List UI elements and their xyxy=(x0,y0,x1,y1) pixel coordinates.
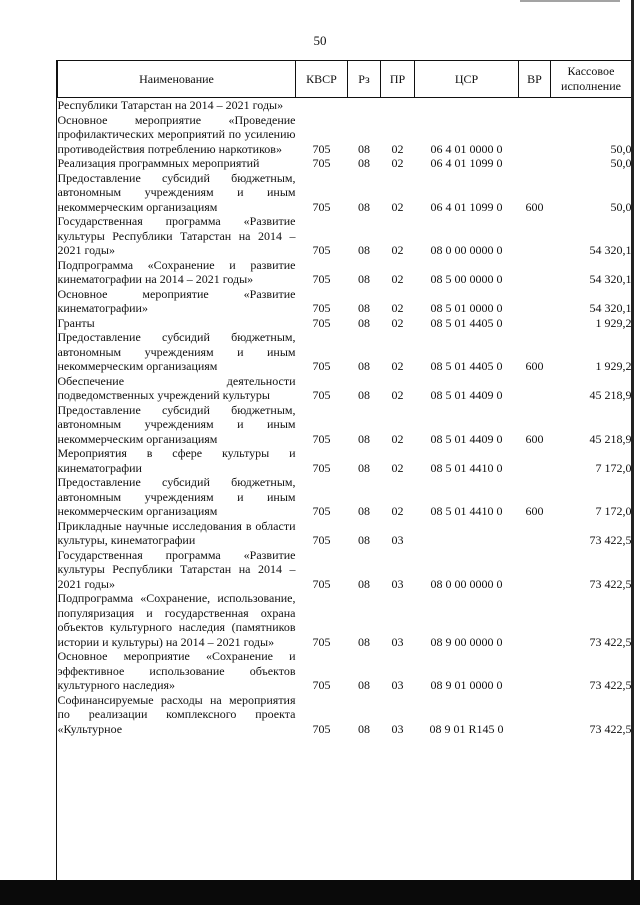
cell-pr xyxy=(381,98,415,113)
cell-amount: 1 929,2 xyxy=(595,359,632,373)
cell-kvsr: 705 xyxy=(312,301,331,315)
cell-amount: 54 320,1 xyxy=(589,301,632,315)
cell-name: Реализация программных мероприятий xyxy=(57,156,260,170)
header-rz: Рз xyxy=(348,61,381,98)
cell-name: Основное мероприятие «Сохранение и эффективное использование объектов культурного наследия» xyxy=(57,649,296,692)
cell-kvsr xyxy=(296,98,348,113)
cell-rz: 08 xyxy=(358,634,370,649)
cell-kvsr: 705 xyxy=(312,315,331,330)
cell-vr xyxy=(519,98,551,113)
cell-kvsr: 705 xyxy=(312,156,331,170)
cell-pr: 02 xyxy=(391,359,404,373)
cell-csr: 06 4 01 1099 0 xyxy=(430,199,503,214)
cell-name: Подпрограмма «Сохранение и развитие кинематографии на 2014 – 2021 годы» xyxy=(57,257,296,286)
cell-name: Обеспечение деятельности подведомственных учреждений культуры xyxy=(57,373,296,402)
cell-csr: 08 5 01 0000 0 xyxy=(430,301,503,315)
cell-rz: 08 xyxy=(358,504,370,518)
cell-pr: 02 xyxy=(391,460,404,475)
cell-pr: 02 xyxy=(391,431,404,446)
cell-csr: 08 5 00 0000 0 xyxy=(430,272,503,286)
cell-pr: 02 xyxy=(391,315,404,330)
cell-kvsr: 705 xyxy=(312,533,331,547)
cell-amount: 7 172,0 xyxy=(595,460,632,475)
cell-rz: 08 xyxy=(358,678,370,692)
scan-edge xyxy=(631,0,634,905)
cell-kvsr: 705 xyxy=(312,721,331,736)
table-header-row xyxy=(58,61,632,98)
cell-rz: 08 xyxy=(358,243,370,257)
cell-name: Софинансируемые расходы на мероприятия по реализации комплексного проекта «Культурное xyxy=(57,692,296,736)
cell-rz: 08 xyxy=(358,141,370,156)
cell-pr: 02 xyxy=(391,388,404,402)
cell-vr: 600 xyxy=(525,199,544,214)
cell-name: Предоставление субсидий бюджетным, автономным учреждениям и иным некоммерческим организациям xyxy=(57,402,296,446)
header-csr: ЦСР xyxy=(415,61,519,98)
cell-csr: 08 5 01 4410 0 xyxy=(430,460,503,475)
table-row xyxy=(58,548,632,592)
cell-kvsr: 705 xyxy=(312,431,331,446)
cell-pr: 02 xyxy=(391,243,404,257)
cell-name: Прикладные научные исследования в области культуры, кинематографии xyxy=(57,518,296,547)
cell-vr xyxy=(519,258,551,287)
cell-rz: 08 xyxy=(358,721,370,736)
cell-vr xyxy=(519,156,551,171)
cell-kvsr: 705 xyxy=(312,141,331,156)
table-row xyxy=(58,258,632,287)
cell-name: Предоставление субсидий бюджетным, автономным учреждениям и иным некоммерческим организациям xyxy=(57,475,296,518)
table-row xyxy=(58,171,632,215)
cell-name: Государственная программа «Развитие культуры Республики Татарстан на 2014 – 2021 годы» xyxy=(57,214,296,257)
cell-pr: 02 xyxy=(391,301,404,315)
cell-csr: 08 0 00 0000 0 xyxy=(430,243,503,257)
cell-csr: 06 4 01 1099 0 xyxy=(430,156,503,170)
cell-kvsr: 705 xyxy=(312,243,331,257)
cell-pr: 02 xyxy=(391,156,404,170)
cell-name: Подпрограмма «Сохранение, использование, популяризация и государственная охрана объектов культурного наследия (памятников истории и культуры) на 2014 – 2021 годы» xyxy=(57,591,296,649)
cell-rz: 08 xyxy=(358,301,370,315)
cell-kvsr: 705 xyxy=(312,576,331,591)
cell-kvsr: 705 xyxy=(312,634,331,649)
cell-pr: 03 xyxy=(391,634,404,649)
cell-vr xyxy=(519,693,551,737)
cell-pr: 03 xyxy=(391,721,404,736)
scan-bottom-bar xyxy=(0,880,640,905)
cell-csr xyxy=(415,519,519,548)
cell-kvsr: 705 xyxy=(312,504,331,518)
cell-kvsr: 705 xyxy=(312,199,331,214)
header-vr: ВР xyxy=(519,61,551,98)
table-row xyxy=(58,519,632,548)
cell-rz: 08 xyxy=(358,431,370,446)
cell-rz: 08 xyxy=(358,156,370,170)
cell-pr: 02 xyxy=(391,504,404,518)
table-row xyxy=(58,330,632,374)
table-row xyxy=(58,649,632,693)
cell-pr: 02 xyxy=(391,272,404,286)
cell-amount: 54 320,1 xyxy=(589,243,632,257)
cell-vr xyxy=(519,519,551,548)
cell-pr: 02 xyxy=(391,141,404,156)
cell-amount: 50,0 xyxy=(610,199,632,214)
cell-csr: 08 9 00 0000 0 xyxy=(430,634,503,649)
cell-rz: 08 xyxy=(358,315,370,330)
cell-vr xyxy=(519,113,551,157)
cell-vr: 600 xyxy=(525,431,544,446)
cell-name: Гранты xyxy=(57,315,95,330)
cell-kvsr: 705 xyxy=(312,359,331,373)
cell-vr xyxy=(519,548,551,592)
cell-kvsr: 705 xyxy=(312,272,331,286)
cell-rz: 08 xyxy=(358,359,370,373)
cell-pr: 03 xyxy=(391,678,404,692)
cell-csr xyxy=(415,98,519,113)
table-row xyxy=(58,403,632,447)
cell-name: Республики Татарстан на 2014 – 2021 годы» xyxy=(57,98,284,112)
cell-name: Основное мероприятие «Развитие кинематографии» xyxy=(57,286,296,315)
cell-vr xyxy=(519,374,551,403)
header-pr: ПР xyxy=(381,61,415,98)
budget-table xyxy=(57,60,632,736)
cell-name: Предоставление субсидий бюджетным, автономным учреждениям и иным некоммерческим организациям xyxy=(57,330,296,373)
cell-pr: 03 xyxy=(391,533,404,547)
table-row xyxy=(58,475,632,519)
table-row xyxy=(58,214,632,258)
cell-vr xyxy=(519,214,551,258)
table-row xyxy=(58,113,632,157)
cell-amount: 1 929,2 xyxy=(595,315,632,330)
cell-amount xyxy=(551,98,632,113)
cell-pr: 02 xyxy=(391,199,404,214)
header-name: Наименование xyxy=(58,61,296,98)
table-row xyxy=(58,591,632,649)
cell-amount: 54 320,1 xyxy=(589,272,632,286)
cell-amount: 7 172,0 xyxy=(595,504,632,518)
cell-csr: 08 9 01 0000 0 xyxy=(430,678,503,692)
cell-amount: 73 422,5 xyxy=(589,721,632,736)
table-row xyxy=(58,156,632,171)
cell-rz: 08 xyxy=(358,272,370,286)
table-row xyxy=(58,446,632,475)
cell-pr: 03 xyxy=(391,576,404,591)
cell-vr: 600 xyxy=(525,504,544,518)
table-row xyxy=(58,98,632,113)
table-row xyxy=(58,374,632,403)
cell-rz: 08 xyxy=(358,388,370,402)
scan-mark xyxy=(520,0,620,2)
cell-name: Основное мероприятие «Проведение профилактических мероприятий по усилению противодействия потреблению наркотиков» xyxy=(57,112,296,156)
table-row xyxy=(58,287,632,316)
cell-amount: 50,0 xyxy=(610,156,632,170)
table-row xyxy=(58,693,632,737)
cell-amount: 45 218,9 xyxy=(589,388,632,402)
cell-amount: 50,0 xyxy=(610,141,632,156)
cell-csr: 08 5 01 4405 0 xyxy=(430,315,503,330)
cell-vr xyxy=(519,649,551,693)
page-number: 50 xyxy=(313,33,327,48)
cell-amount: 73 422,5 xyxy=(589,576,632,591)
cell-vr xyxy=(519,316,551,331)
cell-amount: 73 422,5 xyxy=(589,533,632,547)
cell-csr: 08 5 01 4405 0 xyxy=(430,359,503,373)
cell-amount: 73 422,5 xyxy=(589,678,632,692)
cell-rz: 08 xyxy=(358,199,370,214)
cell-kvsr: 705 xyxy=(312,460,331,475)
cell-csr: 08 0 00 0000 0 xyxy=(430,576,503,591)
cell-rz xyxy=(348,98,381,113)
cell-csr: 08 5 01 4410 0 xyxy=(430,504,503,518)
cell-vr: 600 xyxy=(525,359,544,373)
cell-vr xyxy=(519,446,551,475)
header-amount: Кассовое исполнение xyxy=(551,61,632,98)
header-kvsr: КВСР xyxy=(296,61,348,98)
cell-vr xyxy=(519,591,551,649)
cell-csr: 06 4 01 0000 0 xyxy=(430,141,503,156)
cell-name: Предоставление субсидий бюджетным, автономным учреждениям и иным некоммерческим организациям xyxy=(57,170,296,214)
table-body xyxy=(58,98,632,737)
table-row xyxy=(58,316,632,331)
cell-csr: 08 5 01 4409 0 xyxy=(430,388,503,402)
cell-kvsr: 705 xyxy=(312,678,331,692)
cell-csr: 08 5 01 4409 0 xyxy=(430,431,503,446)
cell-rz: 08 xyxy=(358,460,370,475)
cell-kvsr: 705 xyxy=(312,388,331,402)
cell-rz: 08 xyxy=(358,576,370,591)
cell-name: Государственная программа «Развитие культуры Республики Татарстан на 2014 – 2021 годы» xyxy=(57,547,296,591)
cell-csr: 08 9 01 R145 0 xyxy=(429,721,504,736)
cell-rz: 08 xyxy=(358,533,370,547)
cell-amount: 45 218,9 xyxy=(589,431,632,446)
cell-amount: 73 422,5 xyxy=(589,634,632,649)
cell-name: Мероприятия в сфере культуры и кинематографии xyxy=(57,446,296,475)
cell-vr xyxy=(519,287,551,316)
